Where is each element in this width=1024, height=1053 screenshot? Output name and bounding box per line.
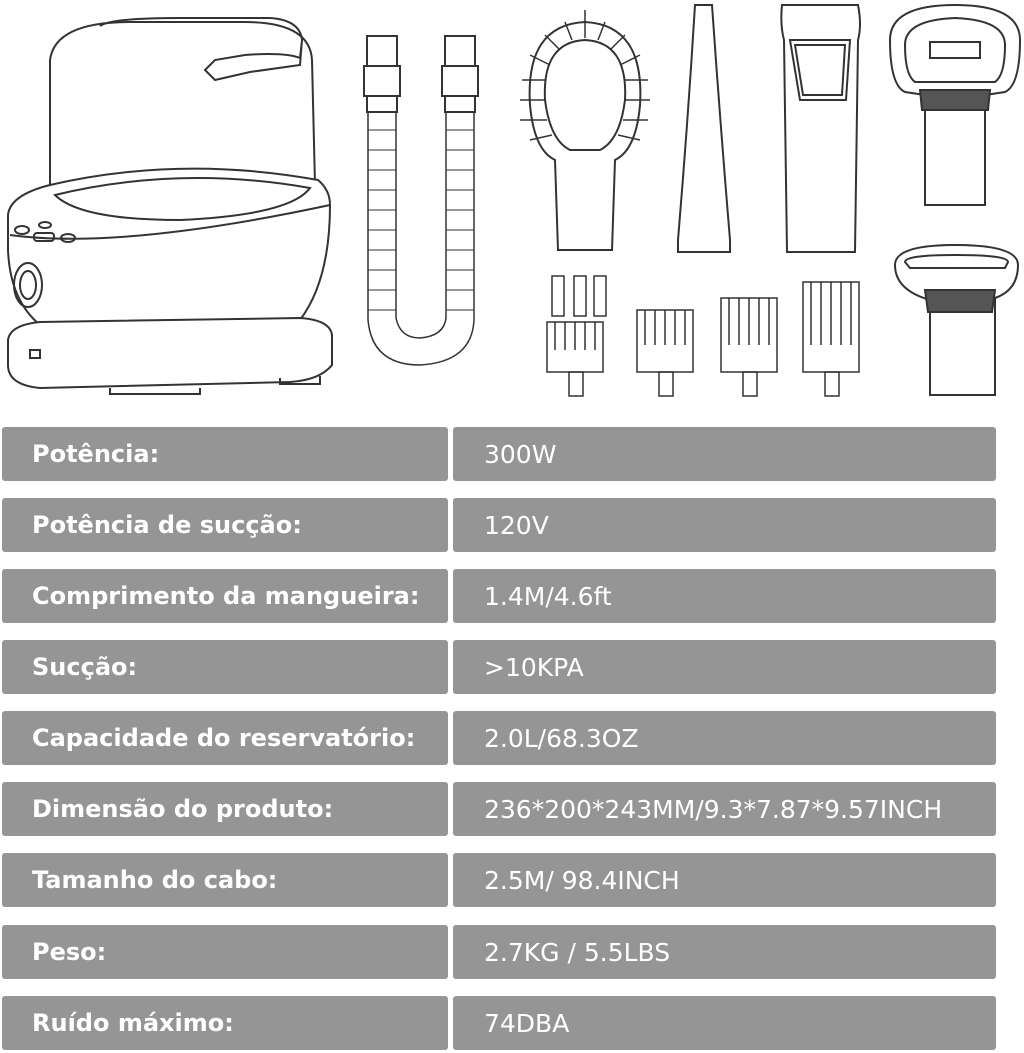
spec-label: Tamanho do cabo: <box>2 853 448 907</box>
spec-value: >10KPA <box>453 640 996 694</box>
spec-value: 2.0L/68.3OZ <box>453 711 996 765</box>
spec-label: Ruído máximo: <box>2 996 448 1050</box>
spec-row-suction <box>2 640 996 694</box>
spec-label: Capacidade do reservatório: <box>2 711 448 765</box>
spec-label: Potência: <box>2 427 448 481</box>
spec-value: 120V <box>453 498 996 552</box>
spec-value: 1.4M/4.6ft <box>453 569 996 623</box>
spec-row-weight <box>2 925 996 979</box>
spec-label: Sucção: <box>2 640 448 694</box>
spec-value: 74DBA <box>453 996 996 1050</box>
spec-row-hose-length <box>2 569 996 623</box>
spec-row-power <box>2 427 996 481</box>
spec-value: 300W <box>453 427 996 481</box>
spec-row-capacity <box>2 711 996 765</box>
spec-row-suction-power <box>2 498 996 552</box>
spec-label: Dimensão do produto: <box>2 782 448 836</box>
spec-label: Peso: <box>2 925 448 979</box>
spec-label: Comprimento da mangueira: <box>2 569 448 623</box>
spec-value: 236*200*243MM/9.3*7.87*9.57INCH <box>453 782 996 836</box>
spec-label: Potência de sucção: <box>2 498 448 552</box>
spec-row-noise <box>2 996 996 1050</box>
spec-value: 2.7KG / 5.5LBS <box>453 925 996 979</box>
spec-row-cable-length <box>2 853 996 907</box>
spec-row-dimensions <box>2 782 996 836</box>
spec-value: 2.5M/ 98.4INCH <box>453 853 996 907</box>
